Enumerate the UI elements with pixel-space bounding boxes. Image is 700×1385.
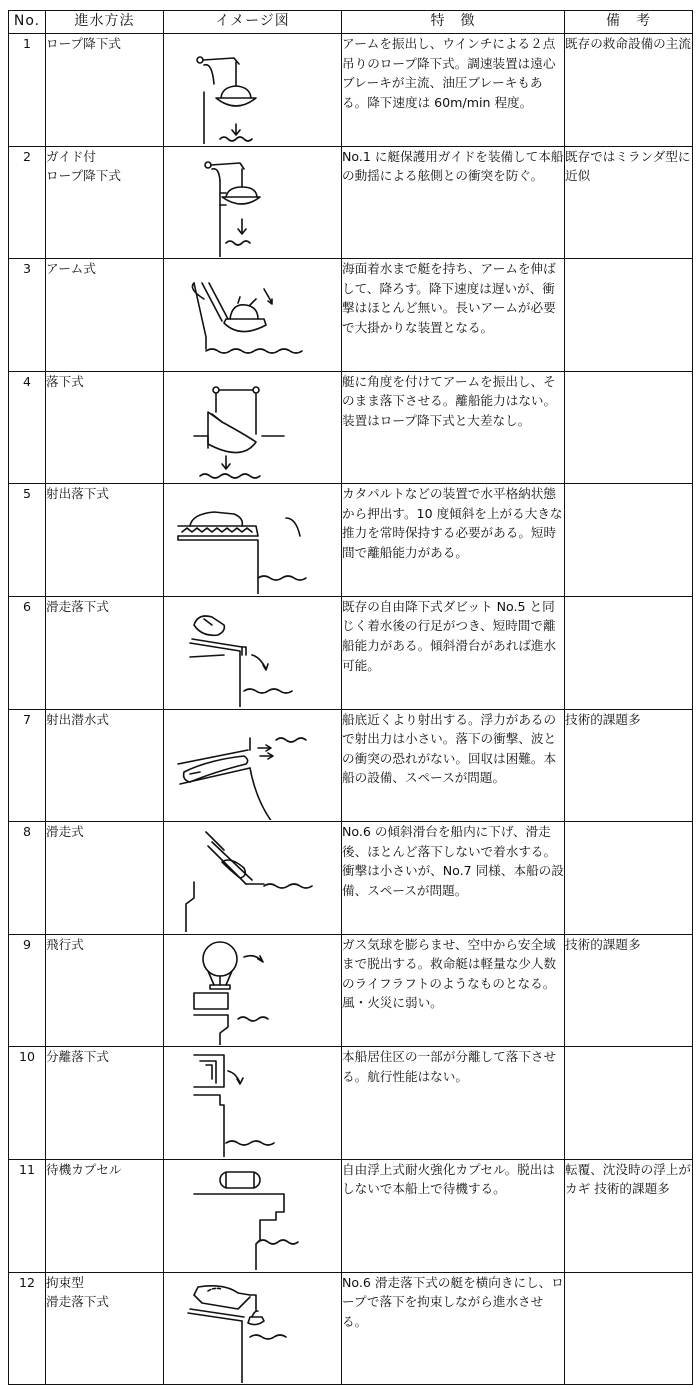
- method-name: [46, 371, 164, 484]
- table-row: [9, 371, 693, 484]
- method-name: [46, 1047, 164, 1160]
- header-method: 進水方法: [46, 11, 164, 34]
- header-image: イメージ図: [164, 11, 342, 34]
- launching-method-table: [8, 10, 693, 1385]
- remark-text: 転覆、沈没時の浮上がカギ 技術的課題多: [565, 1159, 693, 1272]
- remark-text: [565, 484, 693, 597]
- method-line: 分離落下式: [46, 1049, 109, 1065]
- remark-text: [565, 1047, 693, 1160]
- row-number: 6: [9, 596, 46, 709]
- method-line: 落下式: [46, 373, 84, 389]
- method-line: ガイド付: [46, 148, 96, 164]
- feature-text: 船底近くより射出する。浮力があるので射出力は小さい。落下の衝撃、波との衝突の恐れがない。回収は困難。本船の設備、スペースが問題。: [342, 709, 565, 822]
- table-row: [9, 259, 693, 372]
- row-number: 9: [9, 934, 46, 1047]
- remark-text: [565, 371, 693, 484]
- row-number: 4: [9, 371, 46, 484]
- remark-text: 既存ではミランダ型に近似: [565, 146, 693, 259]
- restrained-slide-drop-icon: [164, 1273, 341, 1383]
- table-row: [9, 1159, 693, 1272]
- remark-text: [565, 1272, 693, 1385]
- row-number: 11: [9, 1159, 46, 1272]
- table-row: [9, 596, 693, 709]
- method-name: [46, 709, 164, 822]
- method-name: [46, 1272, 164, 1385]
- remark-text: 技術的課題多: [565, 709, 693, 822]
- method-line: 拘束型: [46, 1274, 84, 1290]
- method-line: 滑走落下式: [46, 598, 109, 614]
- rope-lowering-icon: [164, 34, 341, 144]
- row-number: 5: [9, 484, 46, 597]
- method-line: ロープ降下式: [46, 36, 121, 51]
- table-row: [9, 34, 693, 147]
- row-number: 8: [9, 822, 46, 935]
- method-line: 飛行式: [46, 936, 84, 952]
- method-name: [46, 259, 164, 372]
- method-name: [46, 822, 164, 935]
- slide-drop-icon: [164, 597, 341, 707]
- table-row: [9, 822, 693, 935]
- remark-text: [565, 596, 693, 709]
- slide-type-icon: [164, 822, 341, 932]
- feature-text: 海面着水まで艇を持ち、アームを伸ばして、降ろす。降下速度は遅いが、衝撃はほとんど無い。長いアームが必要で大掛かりな装置となる。: [342, 259, 565, 372]
- table-header-row: [9, 11, 693, 34]
- method-line: 待機カプセル: [46, 1161, 122, 1177]
- method-line: 射出潜水式: [46, 711, 109, 727]
- balloon-flight-icon: [164, 935, 341, 1045]
- remark-text: 技術的課題多: [565, 934, 693, 1047]
- row-number: 7: [9, 709, 46, 822]
- table-row: [9, 146, 693, 259]
- feature-text: アームを振出し、ウインチによる２点吊りのロープ降下式。調速装置は遠心ブレーキが主流、油圧ブレーキもある。降下速度は 60m/min 程度。: [342, 34, 565, 147]
- feature-text: 本船居住区の一部が分離して落下させる。航行性能はない。: [342, 1047, 565, 1160]
- feature-text: 艇に角度を付けてアームを振出し、そのまま落下させる。離船能力はない。装置はロープ降下式と大差なし。: [342, 371, 565, 484]
- method-name: [46, 484, 164, 597]
- header-features: 特 徴: [342, 11, 565, 34]
- table-row: [9, 1272, 693, 1385]
- ejection-submerge-icon: [164, 710, 341, 820]
- feature-text: 自由浮上式耐火強化カプセル。脱出はしないで本船上で待機する。: [342, 1159, 565, 1272]
- method-name: [46, 34, 164, 147]
- method-name: [46, 1159, 164, 1272]
- row-number: 2: [9, 146, 46, 259]
- row-number: 1: [9, 34, 46, 147]
- feature-text: No.6 の傾斜滑台を船内に下げ、滑走後、ほとんど落下しないで着水する。衝撃は小さいが、No.7 同様、本船の設備、スペースが問題。: [342, 822, 565, 935]
- feature-text: No.6 滑走落下式の艇を横向きにし、ロープで落下を拘束しながら進水させる。: [342, 1272, 565, 1385]
- remark-text: 既存の救命設備の主流: [565, 34, 693, 147]
- standby-capsule-icon: [164, 1160, 341, 1270]
- guided-rope-lowering-icon: [164, 147, 341, 257]
- table-row: [9, 709, 693, 822]
- table-row: [9, 934, 693, 1047]
- arm-type-icon: [164, 259, 341, 369]
- row-number: 12: [9, 1272, 46, 1385]
- table-row: [9, 1047, 693, 1160]
- method-name: [46, 596, 164, 709]
- remark-text: [565, 259, 693, 372]
- row-number: 3: [9, 259, 46, 372]
- method-line: ロープ降下式: [46, 168, 121, 184]
- separation-drop-icon: [164, 1047, 341, 1157]
- method-name: [46, 146, 164, 259]
- header-remarks: 備 考: [565, 11, 693, 34]
- feature-text: 既存の自由降下式ダビット No.5 と同じく着水後の行足がつき、短時間で離船能力がある。傾斜滑台があれば進水可能。: [342, 596, 565, 709]
- remark-text: [565, 822, 693, 935]
- header-no: No.: [9, 11, 46, 34]
- feature-text: カタパルトなどの装置で水平格納状態から押出す。10 度傾斜を上がる大きな推力を常時保持する必要がある。短時間で離船能力がある。: [342, 484, 565, 597]
- drop-type-icon: [164, 372, 341, 482]
- feature-text: ガス気球を膨らませ、空中から安全域まで脱出する。救命艇は軽量な少人数のライフラフトのようなものとなる。風・火災に弱い。: [342, 934, 565, 1047]
- table-row: [9, 484, 693, 597]
- row-number: 10: [9, 1047, 46, 1160]
- method-line: 滑走式: [46, 824, 84, 840]
- ejection-drop-icon: [164, 484, 341, 594]
- method-line: アーム式: [46, 261, 96, 277]
- feature-text: No.1 に艇保護用ガイドを装備して本船の動揺による舷側との衝突を防ぐ。: [342, 146, 565, 259]
- method-line: 滑走落下式: [46, 1294, 109, 1310]
- method-name: [46, 934, 164, 1047]
- method-line: 射出落下式: [46, 486, 109, 502]
